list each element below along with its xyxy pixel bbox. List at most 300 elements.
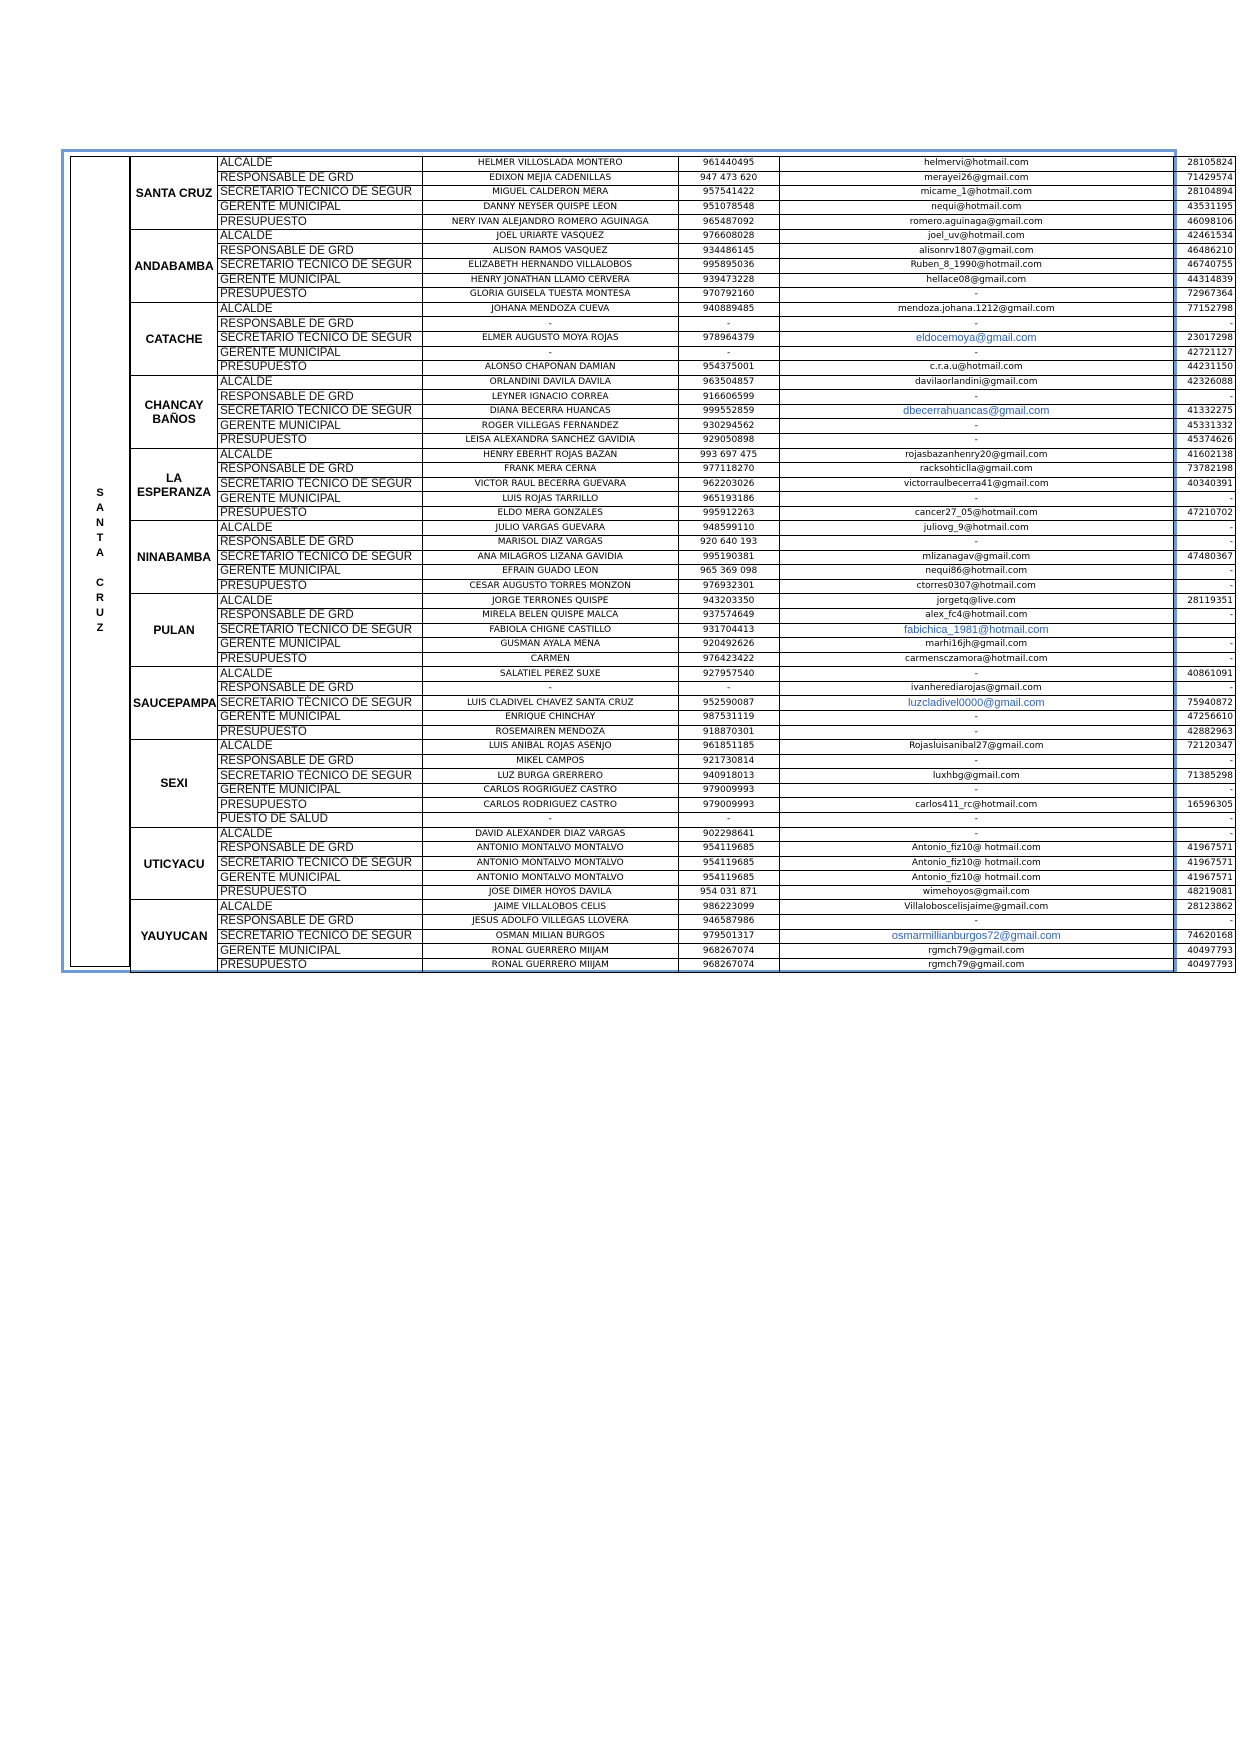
role-cell: RESPONSABLE DE GRD	[218, 463, 423, 478]
table-row	[131, 842, 1236, 857]
dni-cell: -	[1174, 492, 1236, 507]
name-cell: ANA MILAGROS LIZANA GAVIDIA	[422, 550, 678, 565]
role-cell: SECRETARIO TÉCNICO DE SEGUR	[218, 696, 423, 711]
email-cell: ivanherediarojas@gmail.com	[779, 681, 1174, 696]
dni-cell: -	[1174, 827, 1236, 842]
role-cell: RESPONSABLE DE GRD	[218, 244, 423, 259]
email-cell: -	[779, 827, 1174, 842]
dni-cell: -	[1174, 915, 1236, 930]
dni-cell: 41332275	[1174, 404, 1236, 419]
name-cell: LEYNER IGNACIO CORREA	[422, 390, 678, 405]
phone-cell: 995912263	[678, 506, 779, 521]
email-cell: Ruben_8_1990@hotmail.com	[779, 259, 1174, 274]
role-cell: ALCALDE	[218, 594, 423, 609]
table-row	[131, 317, 1236, 332]
phone-cell: 987531119	[678, 710, 779, 725]
email-cell[interactable]: eldocemoya@gmail.com	[779, 331, 1174, 346]
table-row	[131, 769, 1236, 784]
email-cell: micame_1@hotmail.com	[779, 186, 1174, 201]
province-label	[70, 156, 130, 967]
role-cell: GERENTE MUNICIPAL	[218, 419, 423, 434]
dni-cell: -	[1174, 579, 1236, 594]
dni-cell: 77152798	[1174, 302, 1236, 317]
dni-cell: 73782198	[1174, 463, 1236, 478]
role-cell: ALCALDE	[218, 900, 423, 915]
email-cell: helmervi@hotmail.com	[779, 157, 1174, 172]
phone-cell: 937574649	[678, 608, 779, 623]
name-cell: ANTONIO MONTALVO MONTALVO	[422, 842, 678, 857]
dni-cell: 42326088	[1174, 375, 1236, 390]
role-cell: SECRETARIO TÉCNICO DE SEGUR	[218, 929, 423, 944]
role-cell: ALCALDE	[218, 827, 423, 842]
phone-cell: 986223099	[678, 900, 779, 915]
role-cell: SECRETARIO TÉCNICO DE SEGUR	[218, 331, 423, 346]
table-row	[131, 171, 1236, 186]
email-cell: -	[779, 710, 1174, 725]
name-cell: ALISON RAMOS VASQUEZ	[422, 244, 678, 259]
name-cell: DANNY NEYSER QUISPE LEON	[422, 200, 678, 215]
email-cell: -	[779, 725, 1174, 740]
role-cell: SECRETARIO TÉCNICO DE SEGUR	[218, 186, 423, 201]
role-cell: ALCALDE	[218, 229, 423, 244]
table-row	[131, 244, 1236, 259]
email-cell: jorgetq@live.com	[779, 594, 1174, 609]
table-row	[131, 594, 1236, 609]
role-cell: PRESUPUESTO	[218, 506, 423, 521]
dni-cell: -	[1174, 317, 1236, 332]
email-cell: racksohticlla@gmail.com	[779, 463, 1174, 478]
dni-cell: 48219081	[1174, 885, 1236, 900]
phone-cell: -	[678, 681, 779, 696]
dni-cell: 45331332	[1174, 419, 1236, 434]
phone-cell: 927957540	[678, 667, 779, 682]
table-row	[131, 827, 1236, 842]
table-row	[131, 390, 1236, 405]
email-cell: -	[779, 813, 1174, 828]
district-name: NINABAMBA	[131, 521, 218, 594]
role-cell: PRESUPUESTO	[218, 579, 423, 594]
dni-cell: 46740755	[1174, 259, 1236, 274]
table-row	[131, 302, 1236, 317]
phone-cell: 920492626	[678, 638, 779, 653]
name-cell: JOEL URIARTE VASQUEZ	[422, 229, 678, 244]
table-row	[131, 288, 1236, 303]
table-row	[131, 885, 1236, 900]
name-cell: SALATIEL PEREZ SUXE	[422, 667, 678, 682]
name-cell: GLORIA GUISELA TUESTA MONTESA	[422, 288, 678, 303]
phone-cell: 977118270	[678, 463, 779, 478]
phone-cell: 968267074	[678, 944, 779, 959]
role-cell: GERENTE MUNICIPAL	[218, 638, 423, 653]
email-cell: merayei26@gmail.com	[779, 171, 1174, 186]
table-row	[131, 463, 1236, 478]
email-cell: nequi@hotmail.com	[779, 200, 1174, 215]
phone-cell: 931704413	[678, 623, 779, 638]
dni-cell: 41602138	[1174, 448, 1236, 463]
name-cell: HENRY JONATHAN LLAMO CERVERA	[422, 273, 678, 288]
role-cell: ALCALDE	[218, 448, 423, 463]
name-cell: -	[422, 681, 678, 696]
role-cell: SECRETARIO TÉCNICO DE SEGUR	[218, 550, 423, 565]
table-row	[131, 361, 1236, 376]
role-cell: ALCALDE	[218, 157, 423, 172]
table-row	[131, 229, 1236, 244]
email-cell: luxhbg@gmail.com	[779, 769, 1174, 784]
role-cell: PRESUPUESTO	[218, 433, 423, 448]
role-cell: GERENTE MUNICIPAL	[218, 565, 423, 580]
email-cell: davilaorlandini@gmail.com	[779, 375, 1174, 390]
name-cell: JOHANA MENDOZA CUEVA	[422, 302, 678, 317]
table-row	[131, 681, 1236, 696]
email-cell[interactable]: luzcladivel0000@gmail.com	[779, 696, 1174, 711]
email-cell: Antonio_fiz10@ hotmail.com	[779, 856, 1174, 871]
role-cell: GERENTE MUNICIPAL	[218, 200, 423, 215]
phone-cell: 954375001	[678, 361, 779, 376]
phone-cell: 979009993	[678, 798, 779, 813]
role-cell: GERENTE MUNICIPAL	[218, 273, 423, 288]
role-cell: PRESUPUESTO	[218, 798, 423, 813]
name-cell: -	[422, 317, 678, 332]
name-cell: EDIXON MEJIA CADENILLAS	[422, 171, 678, 186]
dni-cell: 47210702	[1174, 506, 1236, 521]
role-cell: PRESUPUESTO	[218, 958, 423, 973]
email-cell[interactable]: osmarmillianburgos72@gmail.com	[779, 929, 1174, 944]
dni-cell: 28104894	[1174, 186, 1236, 201]
name-cell: MIKEL CAMPOS	[422, 754, 678, 769]
name-cell: RONAL GUERRERO MIIJAM	[422, 944, 678, 959]
table-row	[131, 856, 1236, 871]
dni-cell: 72967364	[1174, 288, 1236, 303]
dni-cell: 72120347	[1174, 740, 1236, 755]
phone-cell: 954119685	[678, 842, 779, 857]
dni-cell: 28119351	[1174, 594, 1236, 609]
phone-cell: 968267074	[678, 958, 779, 973]
dni-cell: 71385298	[1174, 769, 1236, 784]
role-cell: GERENTE MUNICIPAL	[218, 783, 423, 798]
name-cell: CARMEN	[422, 652, 678, 667]
phone-cell: 934486145	[678, 244, 779, 259]
contacts-table-body	[131, 157, 1236, 973]
name-cell: JAIME VILLALOBOS CELIS	[422, 900, 678, 915]
name-cell: NERY IVAN ALEJANDRO ROMERO AGUINAGA	[422, 215, 678, 230]
role-cell: RESPONSABLE DE GRD	[218, 390, 423, 405]
role-cell: SECRETARIO TÉCNICO DE SEGUR	[218, 623, 423, 638]
table-row	[131, 798, 1236, 813]
name-cell: ELIZABETH HERNANDO VILLALOBOS	[422, 259, 678, 274]
email-cell: c.r.a.u@hotmail.com	[779, 361, 1174, 376]
name-cell: ROSEMAIREN MENDOZA	[422, 725, 678, 740]
name-cell: VICTOR RAUL BECERRA GUEVARA	[422, 477, 678, 492]
email-cell: -	[779, 317, 1174, 332]
email-cell: -	[779, 783, 1174, 798]
email-cell: -	[779, 288, 1174, 303]
role-cell: RESPONSABLE DE GRD	[218, 608, 423, 623]
dni-cell: -	[1174, 754, 1236, 769]
table-row	[131, 696, 1236, 711]
district-name: UTICYACU	[131, 827, 218, 900]
name-cell: LUIS CLADIVEL CHAVEZ SANTA CRUZ	[422, 696, 678, 711]
dni-cell: 47256610	[1174, 710, 1236, 725]
district-name: SEXI	[131, 740, 218, 827]
phone-cell: 946587986	[678, 915, 779, 930]
phone-cell: 954119685	[678, 856, 779, 871]
table-row	[131, 200, 1236, 215]
district-name: CATACHE	[131, 302, 218, 375]
name-cell: HENRY EBERHT ROJAS BAZAN	[422, 448, 678, 463]
table-row	[131, 433, 1236, 448]
email-cell: -	[779, 667, 1174, 682]
phone-cell: 954 031 871	[678, 885, 779, 900]
email-cell: marhi16jh@gmail.com	[779, 638, 1174, 653]
email-cell: -	[779, 390, 1174, 405]
dni-cell: 46098106	[1174, 215, 1236, 230]
dni-cell: -	[1174, 390, 1236, 405]
name-cell: GUSMAN AYALA MENA	[422, 638, 678, 653]
email-cell[interactable]: fabichica_1981@hotmail.com	[779, 623, 1174, 638]
dni-cell: 46486210	[1174, 244, 1236, 259]
role-cell: PRESUPUESTO	[218, 215, 423, 230]
phone-cell: 963504857	[678, 375, 779, 390]
table-row	[131, 958, 1236, 973]
role-cell: PRESUPUESTO	[218, 725, 423, 740]
phone-cell: 930294562	[678, 419, 779, 434]
dni-cell: 40861091	[1174, 667, 1236, 682]
name-cell: FABIOLA CHIGNE CASTILLO	[422, 623, 678, 638]
district-name: SAUCEPAMPA	[131, 667, 218, 740]
name-cell: LUZ BURGA GRERRERO	[422, 769, 678, 784]
role-cell: SECRETARIO TÉCNICO DE SEGUR	[218, 477, 423, 492]
email-cell: rgmch79@gmail.com	[779, 958, 1174, 973]
province-name: SANTA CRUZ	[94, 486, 106, 637]
table-row	[131, 944, 1236, 959]
email-cell: -	[779, 419, 1174, 434]
table-row	[131, 273, 1236, 288]
dni-cell: 47480367	[1174, 550, 1236, 565]
dni-cell: 41967571	[1174, 842, 1236, 857]
phone-cell: 948599110	[678, 521, 779, 536]
district-name: SANTA CRUZ	[131, 157, 218, 230]
role-cell: PRESUPUESTO	[218, 288, 423, 303]
dni-cell: -	[1174, 638, 1236, 653]
name-cell: ELMER AUGUSTO MOYA ROJAS	[422, 331, 678, 346]
phone-cell: 962203026	[678, 477, 779, 492]
phone-cell: 961851185	[678, 740, 779, 755]
role-cell: PRESUPUESTO	[218, 361, 423, 376]
name-cell: MIRELA BELEN QUISPE MALCA	[422, 608, 678, 623]
email-cell: alex_fc4@hotmail.com	[779, 608, 1174, 623]
table-row	[131, 215, 1236, 230]
name-cell: ALONSO CHAPOÑAN DAMIAN	[422, 361, 678, 376]
email-cell: rojasbazanhenry20@gmail.com	[779, 448, 1174, 463]
role-cell: RESPONSABLE DE GRD	[218, 915, 423, 930]
email-cell[interactable]: dbecerrahuancas@gmail.com	[779, 404, 1174, 419]
role-cell: ALCALDE	[218, 740, 423, 755]
table-row	[131, 477, 1236, 492]
name-cell: CARLOS ROGRIGUEZ CASTRO	[422, 783, 678, 798]
email-cell: joel_uv@hotmail.com	[779, 229, 1174, 244]
table-row	[131, 754, 1236, 769]
dni-cell: 16596305	[1174, 798, 1236, 813]
name-cell: MIGUEL CALDERON MERA	[422, 186, 678, 201]
phone-cell: 965 369 098	[678, 565, 779, 580]
dni-cell: 43531195	[1174, 200, 1236, 215]
table-row	[131, 157, 1236, 172]
name-cell: ORLANDINI DAVILA DAVILA	[422, 375, 678, 390]
name-cell: FRANK MERA CERNA	[422, 463, 678, 478]
phone-cell: 954119685	[678, 871, 779, 886]
dni-cell: 42882963	[1174, 725, 1236, 740]
name-cell: CESAR AUGUSTO TORRES MONZON	[422, 579, 678, 594]
phone-cell: 970792160	[678, 288, 779, 303]
table-row	[131, 565, 1236, 580]
role-cell: RESPONSABLE DE GRD	[218, 681, 423, 696]
dni-cell: 28123862	[1174, 900, 1236, 915]
phone-cell: 979009993	[678, 783, 779, 798]
role-cell: RESPONSABLE DE GRD	[218, 842, 423, 857]
email-cell: wimehoyos@gmail.com	[779, 885, 1174, 900]
email-cell: victorraulbecerra41@gmail.com	[779, 477, 1174, 492]
contact-sheet	[61, 149, 1233, 973]
name-cell: RONAL GUERRERO MIIJAM	[422, 958, 678, 973]
name-cell: ELDO MERA GONZALES	[422, 506, 678, 521]
table-row	[131, 448, 1236, 463]
table-row	[131, 623, 1236, 638]
phone-cell: 921730814	[678, 754, 779, 769]
dni-cell: 41967571	[1174, 871, 1236, 886]
phone-cell: 929050898	[678, 433, 779, 448]
name-cell: -	[422, 813, 678, 828]
name-cell: ANTONIO MONTALVO MONTALVO	[422, 871, 678, 886]
email-cell: carmensczamora@hotmail.com	[779, 652, 1174, 667]
phone-cell: 952590087	[678, 696, 779, 711]
role-cell: PRESUPUESTO	[218, 652, 423, 667]
role-cell: RESPONSABLE DE GRD	[218, 171, 423, 186]
email-cell: -	[779, 536, 1174, 551]
email-cell: Antonio_fiz10@ hotmail.com	[779, 871, 1174, 886]
email-cell: carlos411_rc@hotmail.com	[779, 798, 1174, 813]
role-cell: SECRETARIO TÉCNICO DE SEGUR	[218, 404, 423, 419]
email-cell: Villaloboscelisjaime@gmail.com	[779, 900, 1174, 915]
dni-cell: 45374626	[1174, 433, 1236, 448]
table-row	[131, 725, 1236, 740]
dni-cell: 75940872	[1174, 696, 1236, 711]
role-cell: RESPONSABLE DE GRD	[218, 536, 423, 551]
phone-cell: 940918013	[678, 769, 779, 784]
table-row	[131, 331, 1236, 346]
phone-cell: 976608028	[678, 229, 779, 244]
name-cell: DIANA BECERRA HUANCAS	[422, 404, 678, 419]
dni-cell: -	[1174, 521, 1236, 536]
table-row	[131, 579, 1236, 594]
table-row	[131, 667, 1236, 682]
phone-cell: 999552859	[678, 404, 779, 419]
dni-cell: 28105824	[1174, 157, 1236, 172]
dni-cell: -	[1174, 813, 1236, 828]
email-cell: -	[779, 346, 1174, 361]
dni-cell: 74620168	[1174, 929, 1236, 944]
role-cell: ALCALDE	[218, 521, 423, 536]
email-cell: romero.aguinaga@gmail.com	[779, 215, 1174, 230]
role-cell: RESPONSABLE DE GRD	[218, 754, 423, 769]
table-row	[131, 813, 1236, 828]
email-cell: hellace08@gmail.com	[779, 273, 1174, 288]
name-cell: ANTONIO MONTALVO MONTALVO	[422, 856, 678, 871]
name-cell: MARISOL DIAZ VARGAS	[422, 536, 678, 551]
name-cell: DAVID ALEXANDER DIAZ VARGAS	[422, 827, 678, 842]
name-cell: ENRIQUE CHINCHAY	[422, 710, 678, 725]
role-cell: ALCALDE	[218, 375, 423, 390]
dni-cell: -	[1174, 652, 1236, 667]
name-cell: EFRAIN GUADO LEON	[422, 565, 678, 580]
email-cell: ctorres0307@hotmail.com	[779, 579, 1174, 594]
email-cell: Rojasluisanibal27@gmail.com	[779, 740, 1174, 755]
table-row	[131, 929, 1236, 944]
role-cell: SECRETARIO TÉCNICO DE SEGUR	[218, 259, 423, 274]
dni-cell: 41967571	[1174, 856, 1236, 871]
role-cell: ALCALDE	[218, 667, 423, 682]
table-row	[131, 783, 1236, 798]
table-row	[131, 404, 1236, 419]
dni-cell: 40497793	[1174, 944, 1236, 959]
phone-cell: 978964379	[678, 331, 779, 346]
table-row	[131, 419, 1236, 434]
email-cell: juliovg_9@hotmail.com	[779, 521, 1174, 536]
role-cell: GERENTE MUNICIPAL	[218, 944, 423, 959]
table-row	[131, 492, 1236, 507]
dni-cell: -	[1174, 608, 1236, 623]
phone-cell: 943203350	[678, 594, 779, 609]
role-cell: SECRETARIO TÉCNICO DE SEGUR	[218, 856, 423, 871]
phone-cell: 947 473 620	[678, 171, 779, 186]
district-name: LA ESPERANZA	[131, 448, 218, 521]
table-row	[131, 506, 1236, 521]
phone-cell: 979501317	[678, 929, 779, 944]
table-row	[131, 259, 1236, 274]
phone-cell: 939473228	[678, 273, 779, 288]
phone-cell: -	[678, 813, 779, 828]
email-cell: mlizanagav@gmail.com	[779, 550, 1174, 565]
email-cell: -	[779, 433, 1174, 448]
phone-cell: 957541422	[678, 186, 779, 201]
name-cell: OSMAN MILIAN BURGOS	[422, 929, 678, 944]
role-cell: GERENTE MUNICIPAL	[218, 492, 423, 507]
district-name: CHANCAY BAÑOS	[131, 375, 218, 448]
dni-cell: -	[1174, 536, 1236, 551]
table-row	[131, 871, 1236, 886]
email-cell: Antonio_fiz10@ hotmail.com	[779, 842, 1174, 857]
name-cell: LEISA ALEXANDRA SANCHEZ GAVIDIA	[422, 433, 678, 448]
role-cell: GERENTE MUNICIPAL	[218, 710, 423, 725]
phone-cell: 965193186	[678, 492, 779, 507]
table-row	[131, 900, 1236, 915]
table-row	[131, 346, 1236, 361]
dni-cell: -	[1174, 681, 1236, 696]
name-cell: JORGE TERRONES QUISPE	[422, 594, 678, 609]
phone-cell: -	[678, 346, 779, 361]
table-row	[131, 710, 1236, 725]
name-cell: LUIS ANIBAL ROJAS ASENJO	[422, 740, 678, 755]
phone-cell: 976423422	[678, 652, 779, 667]
phone-cell: 976932301	[678, 579, 779, 594]
name-cell: -	[422, 346, 678, 361]
email-cell: cancer27_05@hotmail.com	[779, 506, 1174, 521]
name-cell: ROGER VILLEGAS FERNANDEZ	[422, 419, 678, 434]
role-cell: PUESTO DE SALUD	[218, 813, 423, 828]
phone-cell: 916606599	[678, 390, 779, 405]
email-cell: mendoza.johana.1212@gmail.com	[779, 302, 1174, 317]
dni-cell: 23017298	[1174, 331, 1236, 346]
phone-cell: 940889485	[678, 302, 779, 317]
